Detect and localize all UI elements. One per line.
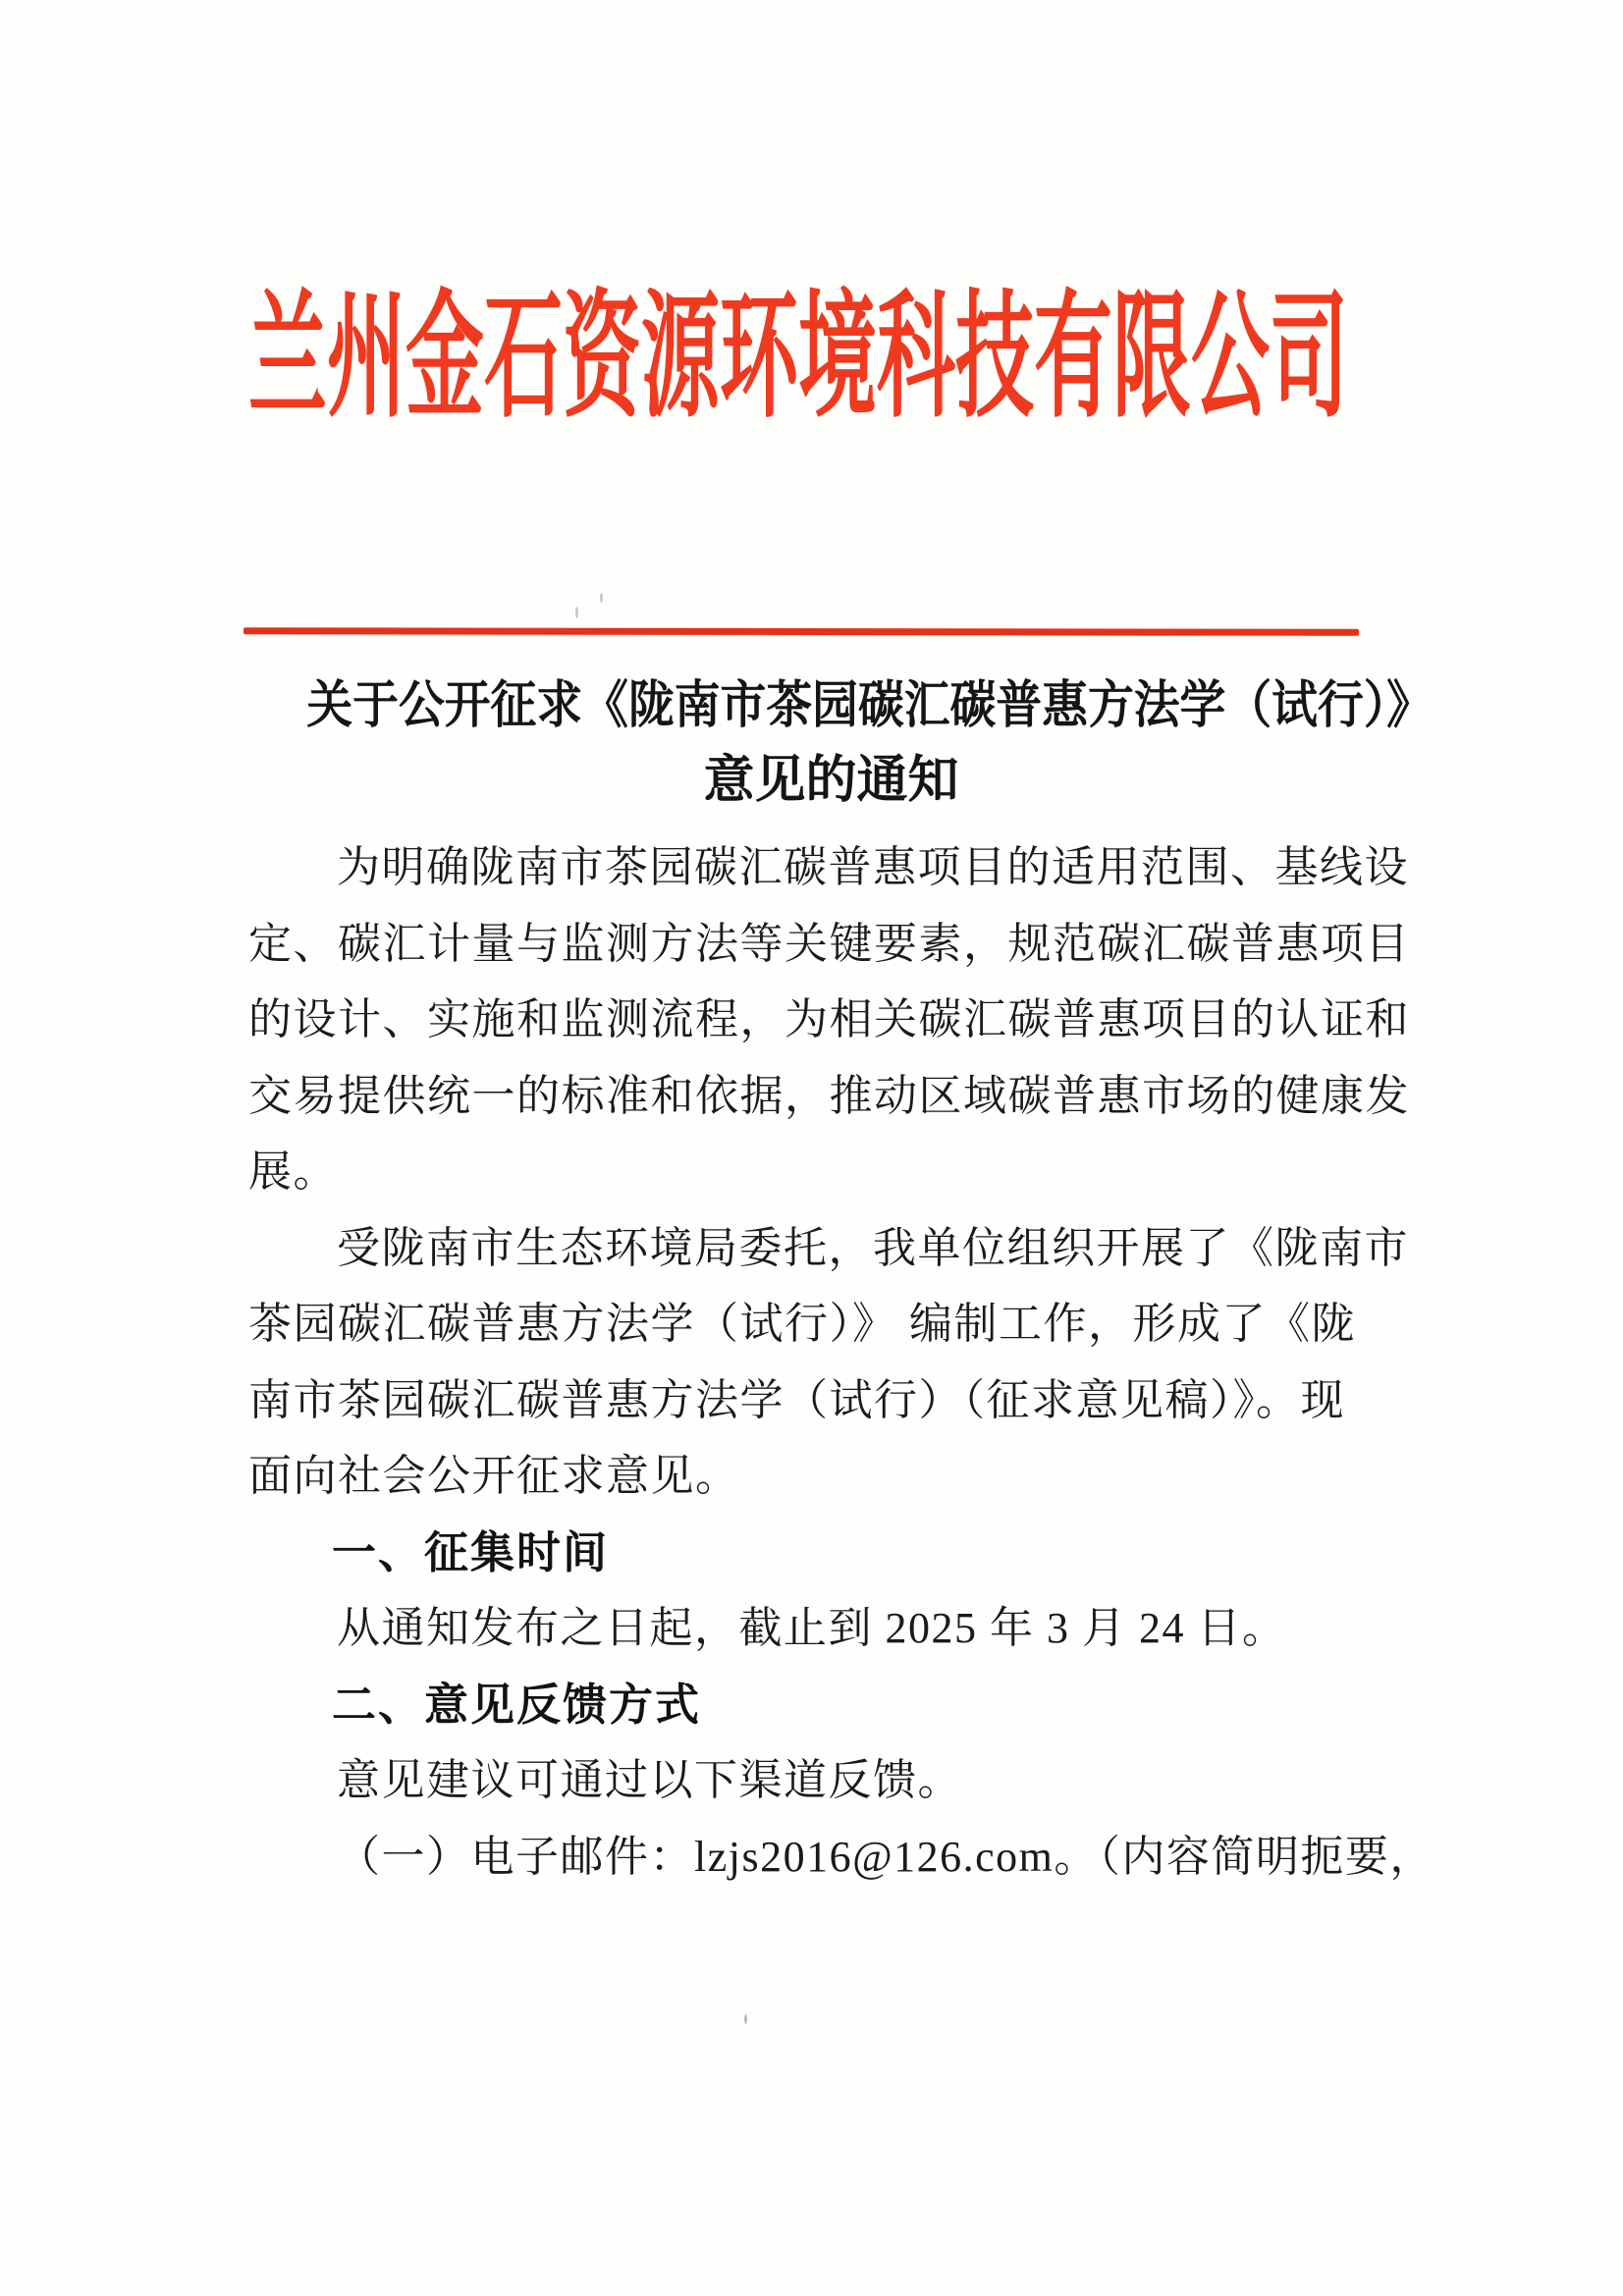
notice-title bbox=[248, 669, 1433, 819]
body-line: 交易提供统一的标准和依据，推动区域碳普惠市场的健康发 bbox=[248, 1071, 1410, 1120]
body-line: 南市茶园碳汇碳普惠方法学（试行）（征求意见稿）》。现 bbox=[248, 1375, 1345, 1424]
body-line: 从通知发布之日起，截止到 2025 年 3 月 24 日。 bbox=[337, 1604, 1287, 1652]
scan-speck bbox=[600, 593, 603, 603]
body-line: 的设计、实施和监测流程，为相关碳汇碳普惠项目的认证和 bbox=[248, 995, 1410, 1043]
notice-title-line1: 关于公开征求《陇南市茶园碳汇碳普惠方法学（试行）》 bbox=[306, 678, 1433, 734]
section-heading-collection-time: 一、征集时间 bbox=[332, 1526, 610, 1577]
notice-body bbox=[248, 829, 1434, 1895]
body-line: 受陇南市生态环境局委托，我单位组织开展了《陇南市 bbox=[337, 1223, 1409, 1272]
scan-speck bbox=[744, 2014, 747, 2024]
scan-speck bbox=[575, 607, 578, 618]
body-line: 茶园碳汇碳普惠方法学（试行）》 编制工作，形成了《陇 bbox=[248, 1300, 1356, 1348]
body-line: 展。 bbox=[248, 1148, 338, 1196]
company-letterhead: 兰州金石资源环境科技有限公司 bbox=[248, 284, 1348, 435]
body-line-email: （一）电子邮件：lzjs2016@126.com。（内容简明扼要， bbox=[337, 1832, 1434, 1881]
body-line: 定、碳汇计量与监测方法等关键要素，规范碳汇碳普惠项目 bbox=[248, 919, 1410, 968]
body-line: 为明确陇南市茶园碳汇碳普惠项目的适用范围、基线设 bbox=[337, 843, 1409, 891]
notice-title-line2: 意见的通知 bbox=[703, 753, 959, 809]
body-line: 意见建议可通过以下渠道反馈。 bbox=[337, 1756, 962, 1804]
body-line: 面向社会公开征求意见。 bbox=[248, 1452, 740, 1500]
section-heading-feedback-method: 二、意见反馈方式 bbox=[332, 1679, 702, 1730]
letterhead-divider bbox=[243, 627, 1359, 636]
